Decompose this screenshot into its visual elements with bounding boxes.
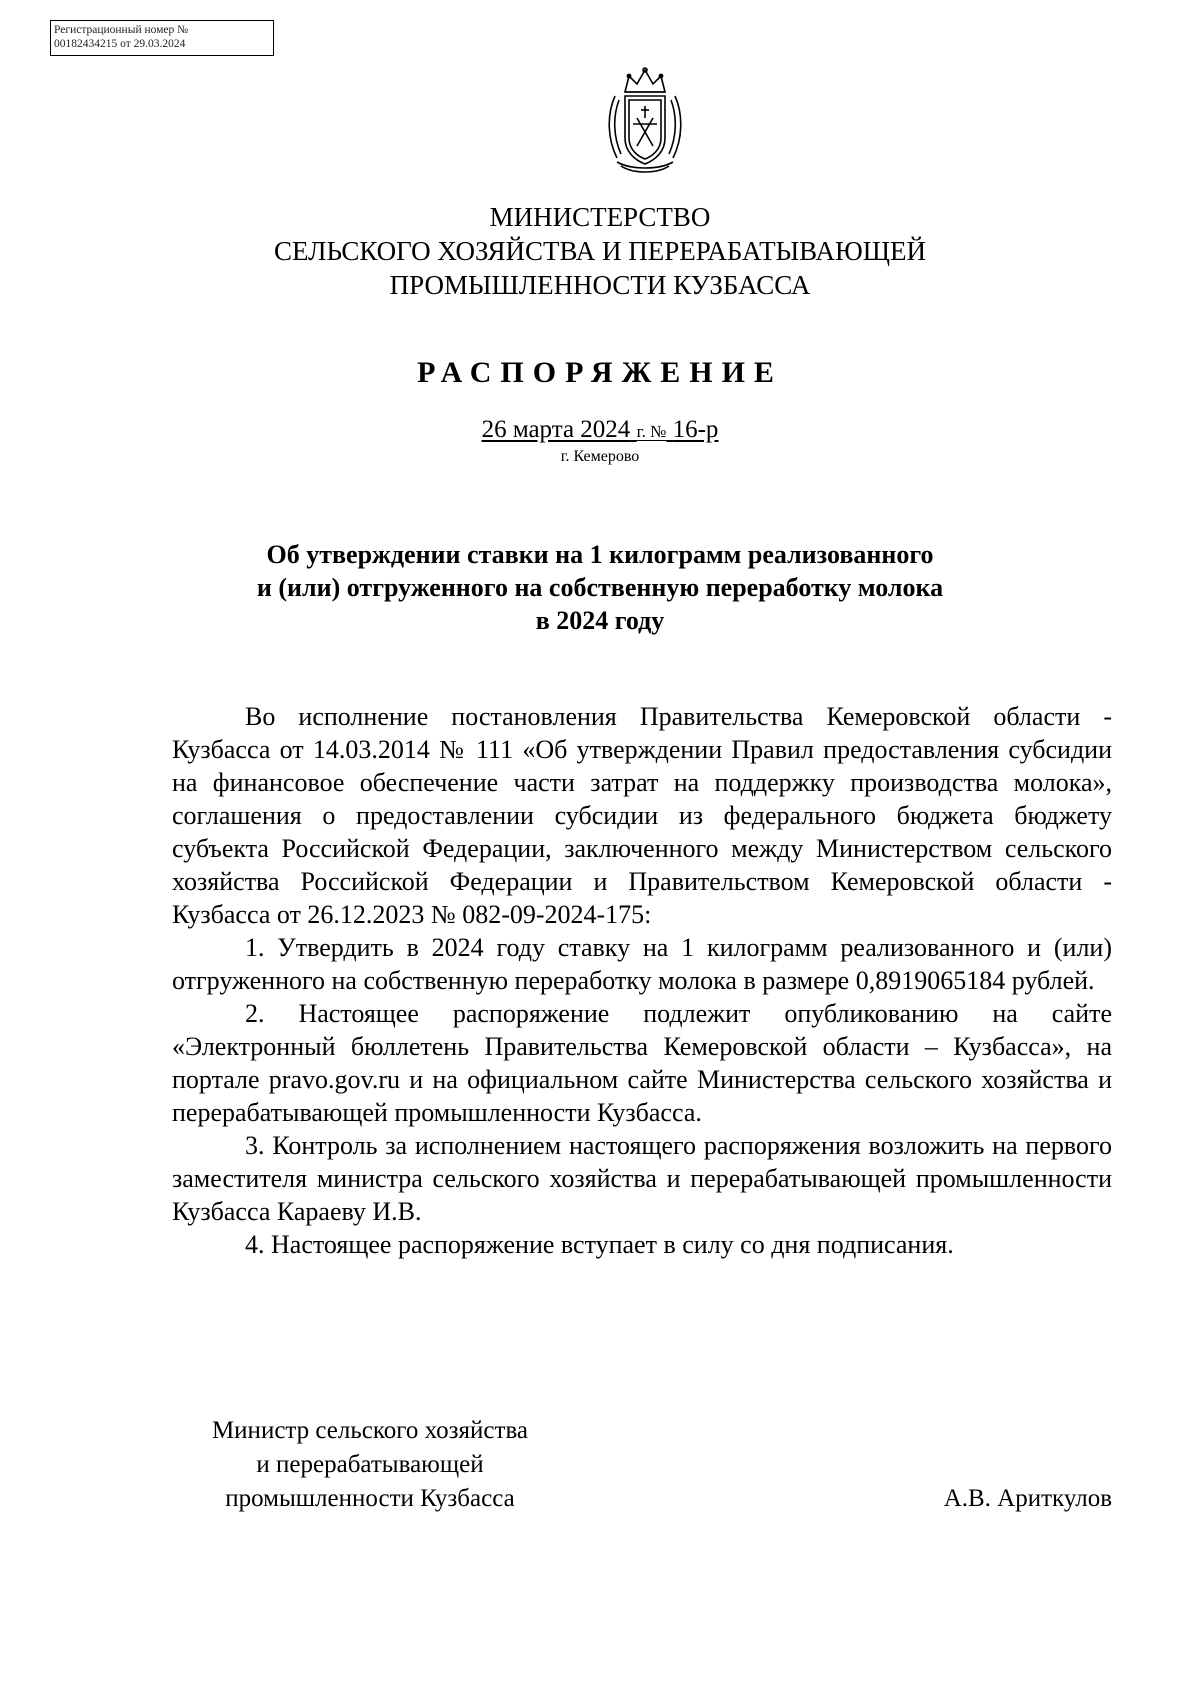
signatory-title-line-3: промышленности Кузбасса: [225, 1485, 515, 1512]
ministry-line-2: СЕЛЬСКОГО ХОЗЯЙСТВА И ПЕРЕРАБАТЫВАЮЩЕЙ: [274, 236, 926, 266]
signatory-title-line-1: Министр сельского хозяйства: [211, 1417, 529, 1444]
body-item-3: 3. Контроль за исполнением настоящего распоряжения возложить на первого заместителя министра сельского хозяйства и перерабатывающей промышленности Кузбасса Караеву И.В.: [172, 1131, 1112, 1226]
ministry-header: [0, 200, 1200, 302]
body-item-1: 1. Утвердить в 2024 году ставку на 1 килограмм реализованного и (или) отгруженного на собственную переработку молока в размере 0,8919065184 рублей.: [172, 933, 1112, 995]
document-date: 26 марта 2024: [481, 416, 631, 443]
document-city: г. Кемерово: [560, 448, 640, 465]
body-item-2: 2. Настоящее распоряжение подлежит опубликованию на сайте «Электронный бюллетень Правительства Кемеровской области – Кузбасса», на портале pravo.gov.ru и на официальном сайте Министерства сельского хозяйства и перерабатывающей промышленности Кузбасса.: [172, 999, 1112, 1127]
document-subject: [0, 538, 1200, 637]
subject-line-1: Об утверждении ставки на 1 килограмм реализованного: [266, 540, 934, 569]
registration-stamp: [50, 20, 274, 56]
document-body: [172, 700, 1112, 1261]
registration-label: Регистрационный номер №: [54, 24, 189, 36]
ministry-line-1: МИНИСТЕРСТВО: [489, 202, 711, 232]
subject-line-3: в 2024 году: [535, 606, 665, 635]
signatory-title: [170, 1414, 570, 1516]
registration-number: 00182434215 от 29.03.2024: [54, 38, 186, 50]
document-date-line: [0, 416, 1200, 446]
signatory-title-line-2: и перерабатывающей: [256, 1451, 484, 1478]
body-preamble: Во исполнение постановления Правительства Кемеровской области - Кузбасса от 14.03.2014 № 111 «Об утверждении Правил предоставления субсидии на финансовое обеспечение части затрат на поддержку производства молока», соглашения о предоставлении субсидии из федерального бюджета бюджету субъекта Российской Федерации, заключенного между Министерством сельского хозяйства Российской Федерации и Правительством Кемеровской области - Кузбасса от 26.12.2023 № 082-09-2024-175:: [172, 702, 1112, 929]
ministry-line-3: ПРОМЫШЛЕННОСТИ КУЗБАССА: [389, 270, 811, 300]
kuzbass-coat-of-arms-icon: [603, 66, 687, 176]
document-number: 16-р: [672, 416, 719, 443]
signatory-name: А.В. Ариткулов: [943, 1485, 1112, 1512]
document-number-prefix: г. №: [636, 422, 667, 441]
document-type: РАСПОРЯЖЕНИЕ: [417, 356, 783, 389]
subject-line-2: и (или) отгруженного на собственную переработку молока: [256, 573, 944, 602]
body-item-4: 4. Настоящее распоряжение вступает в силу со дня подписания.: [245, 1230, 954, 1259]
